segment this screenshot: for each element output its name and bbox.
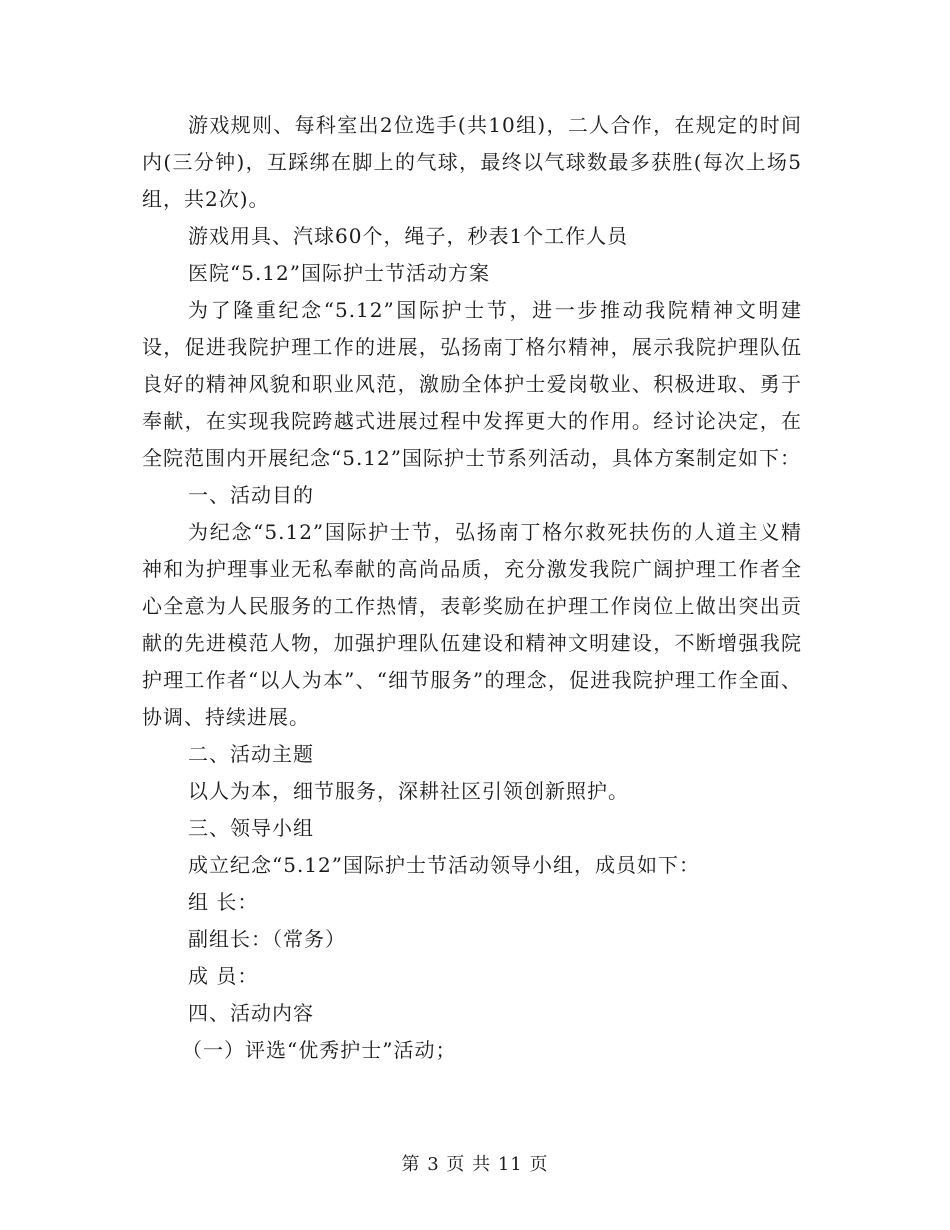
paragraph-purpose: 为纪念“5.12”国际护士节，弘扬南丁格尔救死扶伤的人道主义精神和为护理事业无私奉献的高尚品质，充分激发我院广阔护理工作者全心全意为人民服务的工作热情，表彰奖励在护理工作岗位上做出突出贡献的先进模范人物，加强护理队伍建设和精神文明建设，不断增强我院护理工作者“以人为本”、“细节服务”的理念，促进我院护理工作全面、协调、持续进展。 bbox=[142, 520, 802, 729]
paragraph-leadership: 成立纪念“5.12”国际护士节活动领导小组，成员如下： bbox=[188, 853, 700, 877]
paragraph-game-equipment: 游戏用具、汽球60个，绳子，秒表1个工作人员 bbox=[188, 224, 629, 248]
paragraph-theme: 以人为本，细节服务，深耕社区引领创新照护。 bbox=[188, 779, 629, 803]
paragraph-introduction: 为了隆重纪念“5.12”国际护士节，进一步推动我院精神文明建设，促进我院护理工作的进展，弘扬南丁格尔精神，展示我院护理队伍良好的精神风貌和职业风范，激励全体护士爱岗敬业、积极进取、勇于奉献，在实现我院跨越式进展过程中发挥更大的作用。经讨论决定，在全院范围内开展纪念“5.12”国际护士节系列活动，具体方案制定如下： bbox=[142, 298, 802, 470]
leader-line: 组 长： bbox=[188, 890, 259, 914]
deputy-leader-line: 副组长：（常务） bbox=[188, 927, 346, 951]
section-heading-theme: 二、活动主题 bbox=[188, 742, 314, 766]
page-footer: 第 3 页 共 11 页 bbox=[401, 1154, 549, 1175]
document-body bbox=[142, 107, 802, 1069]
paragraph-game-rules: 游戏规则、每科室出2位选手(共10组)，二人合作，在规定的时间内(三分钟)，互踩绑在脚上的气球，最终以气球数最多获胜(每次上场5组，共2次)。 bbox=[142, 113, 802, 211]
section-heading-purpose: 一、活动目的 bbox=[188, 483, 314, 507]
document-title: 医院“5.12”国际护士节活动方案 bbox=[188, 261, 490, 285]
section-heading-leadership: 三、领导小组 bbox=[188, 816, 314, 840]
subsection-heading-nurse-award: （一）评选“优秀护士”活动； bbox=[182, 1038, 457, 1062]
section-heading-content: 四、活动内容 bbox=[188, 1001, 314, 1025]
members-line: 成 员： bbox=[188, 964, 259, 988]
